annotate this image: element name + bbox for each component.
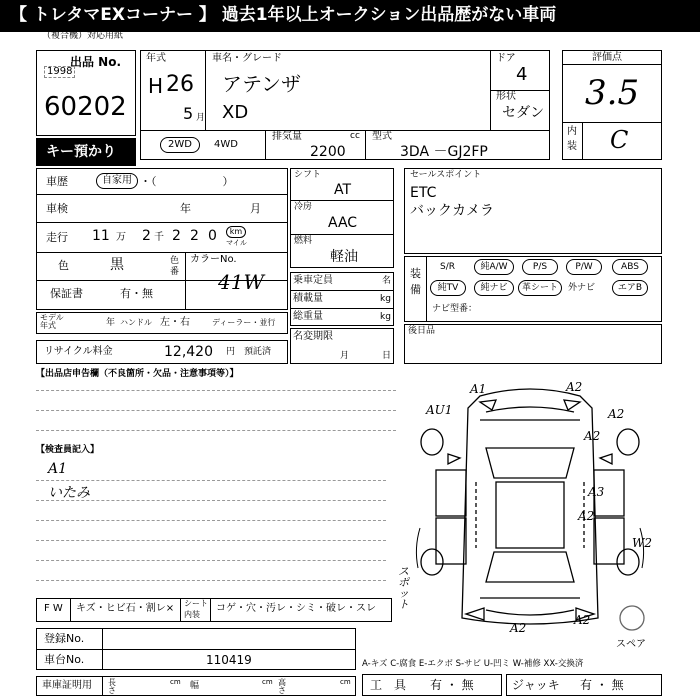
body-type: セダン xyxy=(502,105,545,121)
interior-label-2: 装 xyxy=(567,141,577,152)
color-no-label: カラーNo. xyxy=(190,254,237,265)
model-year-label: モデル年式 xyxy=(40,313,64,330)
width-cm: cm xyxy=(262,678,273,686)
windshield xyxy=(486,448,574,478)
car-body-outline xyxy=(462,389,601,627)
tools-value: 有 ・ 無 xyxy=(430,678,474,692)
warranty-label: 保証書 xyxy=(50,287,83,300)
handle-label: ハンドル xyxy=(120,318,152,327)
damage-legend: A-キズ C-腐食 E-エクボ S-サビ U-凹ミ W-補修 XX-交換済 xyxy=(362,659,584,669)
shift-value: AT xyxy=(334,182,352,198)
spare-label: スペア xyxy=(616,639,646,650)
seller-report-label: 【出品店申告欄（不良箇所・欠品・注意事項等）】 xyxy=(36,369,239,379)
interior-label-1: 内 xyxy=(567,126,577,137)
equip-tv: 純TV xyxy=(430,280,466,296)
shaken-month-unit: 月 xyxy=(250,202,261,215)
ac-value: AAC xyxy=(328,215,358,231)
model-year-unit: 年 xyxy=(106,318,116,328)
chassis-label: 車台No. xyxy=(44,653,85,666)
wheel-front-right xyxy=(617,429,639,455)
diag-mark-11: A2 xyxy=(574,613,591,627)
handle-value: 左・右 xyxy=(160,317,190,328)
roof xyxy=(496,482,564,548)
lot-label: 出品 No. xyxy=(70,55,122,69)
equip-navi: 純ナビ xyxy=(474,280,514,296)
fw-label: F W xyxy=(44,603,63,614)
equip-pw: P/W xyxy=(566,259,602,275)
key-label: キー預かり xyxy=(46,144,116,160)
inspector-label: 【検査員記入】 xyxy=(36,445,100,455)
dealer-label: ディーラー・並行 xyxy=(212,318,276,327)
load-unit: kg xyxy=(380,294,391,304)
history-other: ・（ ） xyxy=(140,175,234,188)
length-cm: cm xyxy=(170,678,181,686)
spare-tire xyxy=(620,606,644,630)
sen-unit: 千 xyxy=(154,232,164,243)
recycle-unit: 円 xyxy=(226,347,236,357)
name-change-label: 名変期限 xyxy=(293,331,333,342)
chassis-no: 110419 xyxy=(206,653,252,667)
inspector-note-2: いたみ xyxy=(48,485,90,501)
header-title: 【 トレタマEXコーナー 】 過去1年以上オークション出品歴がない車両 xyxy=(10,5,557,25)
diag-mark-8: W2 xyxy=(632,536,652,550)
lot-year-tag: 1998 xyxy=(44,66,75,78)
shaken-year-unit: 年 xyxy=(180,202,191,215)
fuel-value: 軽油 xyxy=(330,249,358,265)
sales-point-1: ETC xyxy=(410,185,437,201)
door-count: 4 xyxy=(516,64,528,85)
shift-label: シフト xyxy=(294,170,322,180)
history-label: 車歴 xyxy=(46,175,68,188)
color-label: 色 xyxy=(58,259,69,272)
sales-point-2: バックカメラ xyxy=(410,203,494,219)
name-change-day: 日 xyxy=(382,351,392,361)
equip-ext-navi: 外ナビ xyxy=(568,283,596,293)
score-value: 3.5 xyxy=(585,73,640,113)
fuel-label: 燃料 xyxy=(294,236,313,246)
displacement-label: 排気量 xyxy=(272,131,302,142)
interior-grade: C xyxy=(610,126,629,154)
seat-items: コゲ・穴・汚レ・シミ・破レ・スレ xyxy=(216,603,376,614)
tools-label: 工 具 xyxy=(370,678,407,692)
length-label: 長さ xyxy=(108,678,116,695)
fw-items: キズ・ヒビ石・割レ× xyxy=(76,603,175,614)
equip-sr: S/R xyxy=(440,262,455,272)
diag-mark-7: A2 xyxy=(578,509,595,523)
jack-value: 有 ・ 無 xyxy=(580,678,624,692)
weight-label: 総重量 xyxy=(293,311,323,322)
weight-unit: kg xyxy=(380,312,391,322)
diag-mark-10: A2 xyxy=(510,621,527,635)
month-unit: 月 xyxy=(196,113,206,123)
score-label: 評価点 xyxy=(592,52,622,63)
diag-mark-9: スポット xyxy=(398,565,409,611)
width-label: 幅 xyxy=(190,681,200,691)
inspector-note-1: A1 xyxy=(48,461,68,477)
body-label: 形状 xyxy=(496,91,516,102)
diag-mark-2: A2 xyxy=(566,380,583,394)
diag-mark-1: A1 xyxy=(470,382,487,396)
ac-label: 冷房 xyxy=(294,202,313,212)
mileage-d3: 2 xyxy=(190,228,199,244)
mileage-d4: 0 xyxy=(208,228,217,244)
equip-leather: 革シート xyxy=(518,280,562,296)
equipment-label-2: 備 xyxy=(410,283,421,296)
equip-airbag: エアB xyxy=(612,280,648,296)
rear-window xyxy=(486,552,574,582)
door-label: ドア xyxy=(496,53,516,64)
diag-mark-5: A2 xyxy=(584,429,601,443)
cc-unit: cc xyxy=(350,131,360,141)
recycle-status: 預託済 xyxy=(244,347,272,357)
cert-label: 車庫証明用 xyxy=(42,680,92,691)
wheel-rear-right xyxy=(617,549,639,575)
equip-ps: P/S xyxy=(522,259,558,275)
seat-label-1: シート xyxy=(184,599,208,608)
model-code: 3DA －GJ2FP xyxy=(400,144,488,160)
year-value: 26 xyxy=(166,72,194,97)
mileage-label: 走行 xyxy=(46,231,68,244)
color-value: 黒 xyxy=(110,257,124,273)
mileage-man: 11 xyxy=(92,228,110,244)
car-grade: XD xyxy=(222,102,249,123)
diag-mark-6: A3 xyxy=(588,485,605,499)
mile-unit: マイル xyxy=(226,239,247,247)
wheel-front-left xyxy=(421,429,443,455)
history-private: 自家用 xyxy=(96,173,138,189)
height-label: 高さ xyxy=(278,678,286,695)
sales-point-label: セールスポイント xyxy=(410,170,482,180)
lot-number: 60202 xyxy=(44,92,127,122)
wheel-rear-left xyxy=(421,549,443,575)
model-label: 型式 xyxy=(372,131,392,142)
diag-mark-3: AU1 xyxy=(426,403,453,417)
color-no: 41W xyxy=(218,270,265,294)
recycle-label: リサイクル料金 xyxy=(44,346,113,357)
height-cm: cm xyxy=(340,678,351,686)
later-label: 後日品 xyxy=(408,326,436,336)
name-change-month: 月 xyxy=(340,351,350,361)
load-label: 積載量 xyxy=(293,293,323,304)
km-unit: km xyxy=(226,226,246,238)
later-box xyxy=(404,324,662,364)
color-code-label: 色番 xyxy=(170,256,180,277)
warranty-value: 有・無 xyxy=(120,287,153,300)
jack-label: ジャッキ xyxy=(512,678,560,692)
capacity-unit: 名 xyxy=(382,276,392,286)
month-value: 5 xyxy=(183,104,194,123)
equip-abs: ABS xyxy=(612,259,648,275)
seat-label-2: 内装 xyxy=(184,610,200,619)
mileage-d2: 2 xyxy=(172,228,181,244)
recycle-amount: 12,420 xyxy=(164,344,213,360)
equipment-label-1: 装 xyxy=(410,267,421,280)
drive-4wd: 4WD xyxy=(214,139,238,150)
reg-label: 登録No. xyxy=(44,632,85,645)
displacement: 2200 xyxy=(310,144,346,160)
shaken-label: 車検 xyxy=(46,202,68,215)
navi-model-label: ナビ型番： xyxy=(432,304,478,314)
capacity-label: 乗車定員 xyxy=(293,275,333,286)
car-name: アテンザ xyxy=(222,72,301,96)
sub-note: （複合機）対応用紙 xyxy=(42,31,124,41)
diag-mark-4: A2 xyxy=(608,407,625,421)
man-unit: 万 xyxy=(116,232,126,243)
name-label: 車名・グレード xyxy=(212,53,282,64)
drive-2wd: 2WD xyxy=(160,137,200,153)
year-label: 年式 xyxy=(146,53,166,64)
year-era: H xyxy=(148,74,164,98)
equip-alloy: 純A/W xyxy=(474,259,514,275)
mileage-d1: 2 xyxy=(142,228,151,244)
